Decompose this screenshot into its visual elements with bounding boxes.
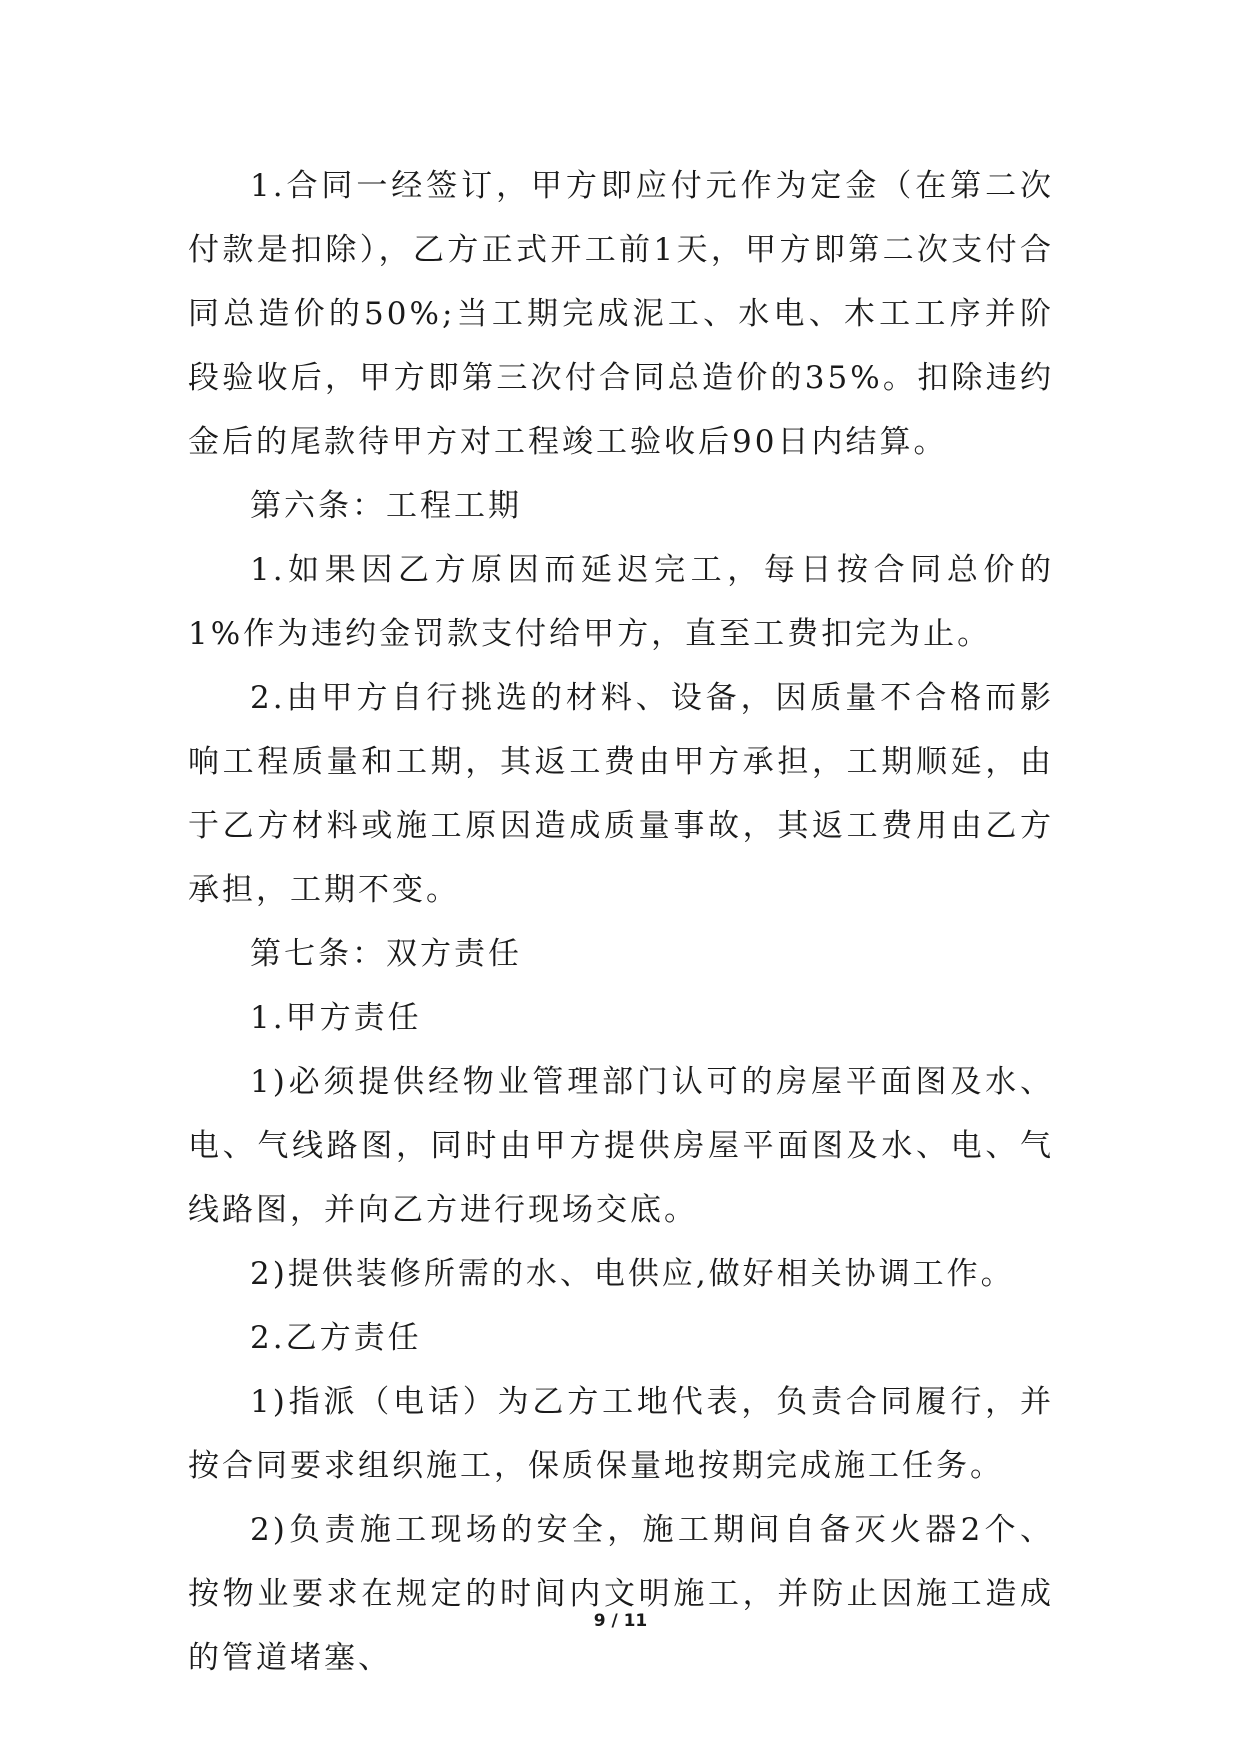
paragraph-party-a-item-2: 2)提供装修所需的水、电供应,做好相关协调工作。 (250, 1256, 1015, 1292)
subheading-party-a: 1.甲方责任 (250, 1000, 422, 1036)
paragraph-party-b-item-1: 1)指派（电话）为乙方工地代表，负责合同履行，并按合同要求组织施工，保质保量地按期完成施工任务。 (188, 1384, 1054, 1484)
heading-article-6: 第六条：工程工期 (250, 488, 522, 524)
paragraph-material-quality: 2.由甲方自行挑选的材料、设备，因质量不合格而影响工程质量和工期，其返工费由甲方承担，工期顺延，由于乙方材料或施工原因造成质量事故，其返工费用由乙方承担，工期不变。 (188, 680, 1054, 908)
page-number: 9 / 11 (593, 1611, 648, 1631)
heading-article-7: 第七条：双方责任 (250, 936, 522, 972)
paragraph-party-a-item-1: 1)必须提供经物业管理部门认可的房屋平面图及水、电、气线路图，同时由甲方提供房屋平面图及水、电、气线路图，并向乙方进行现场交底。 (188, 1064, 1054, 1228)
document-body (188, 154, 1054, 1690)
subheading-party-b: 2.乙方责任 (250, 1320, 422, 1356)
paragraph-payment-terms: 1.合同一经签订，甲方即应付元作为定金（在第二次付款是扣除），乙方正式开工前1天，甲方即第二次支付合同总造价的50%;当工期完成泥工、水电、木工工序并阶段验收后，甲方即第三次付合同总造价的35%。扣除违约金后的尾款待甲方对工程竣工验收后90日内结算。 (188, 168, 1054, 460)
paragraph-delay-penalty: 1.如果因乙方原因而延迟完工，每日按合同总价的1%作为违约金罚款支付给甲方，直至工费扣完为止。 (188, 552, 1054, 652)
paragraph-party-b-item-2: 2)负责施工现场的安全，施工期间自备灭火器2个、按物业要求在规定的时间内文明施工，并防止因施工造成的管道堵塞、 (188, 1512, 1054, 1676)
